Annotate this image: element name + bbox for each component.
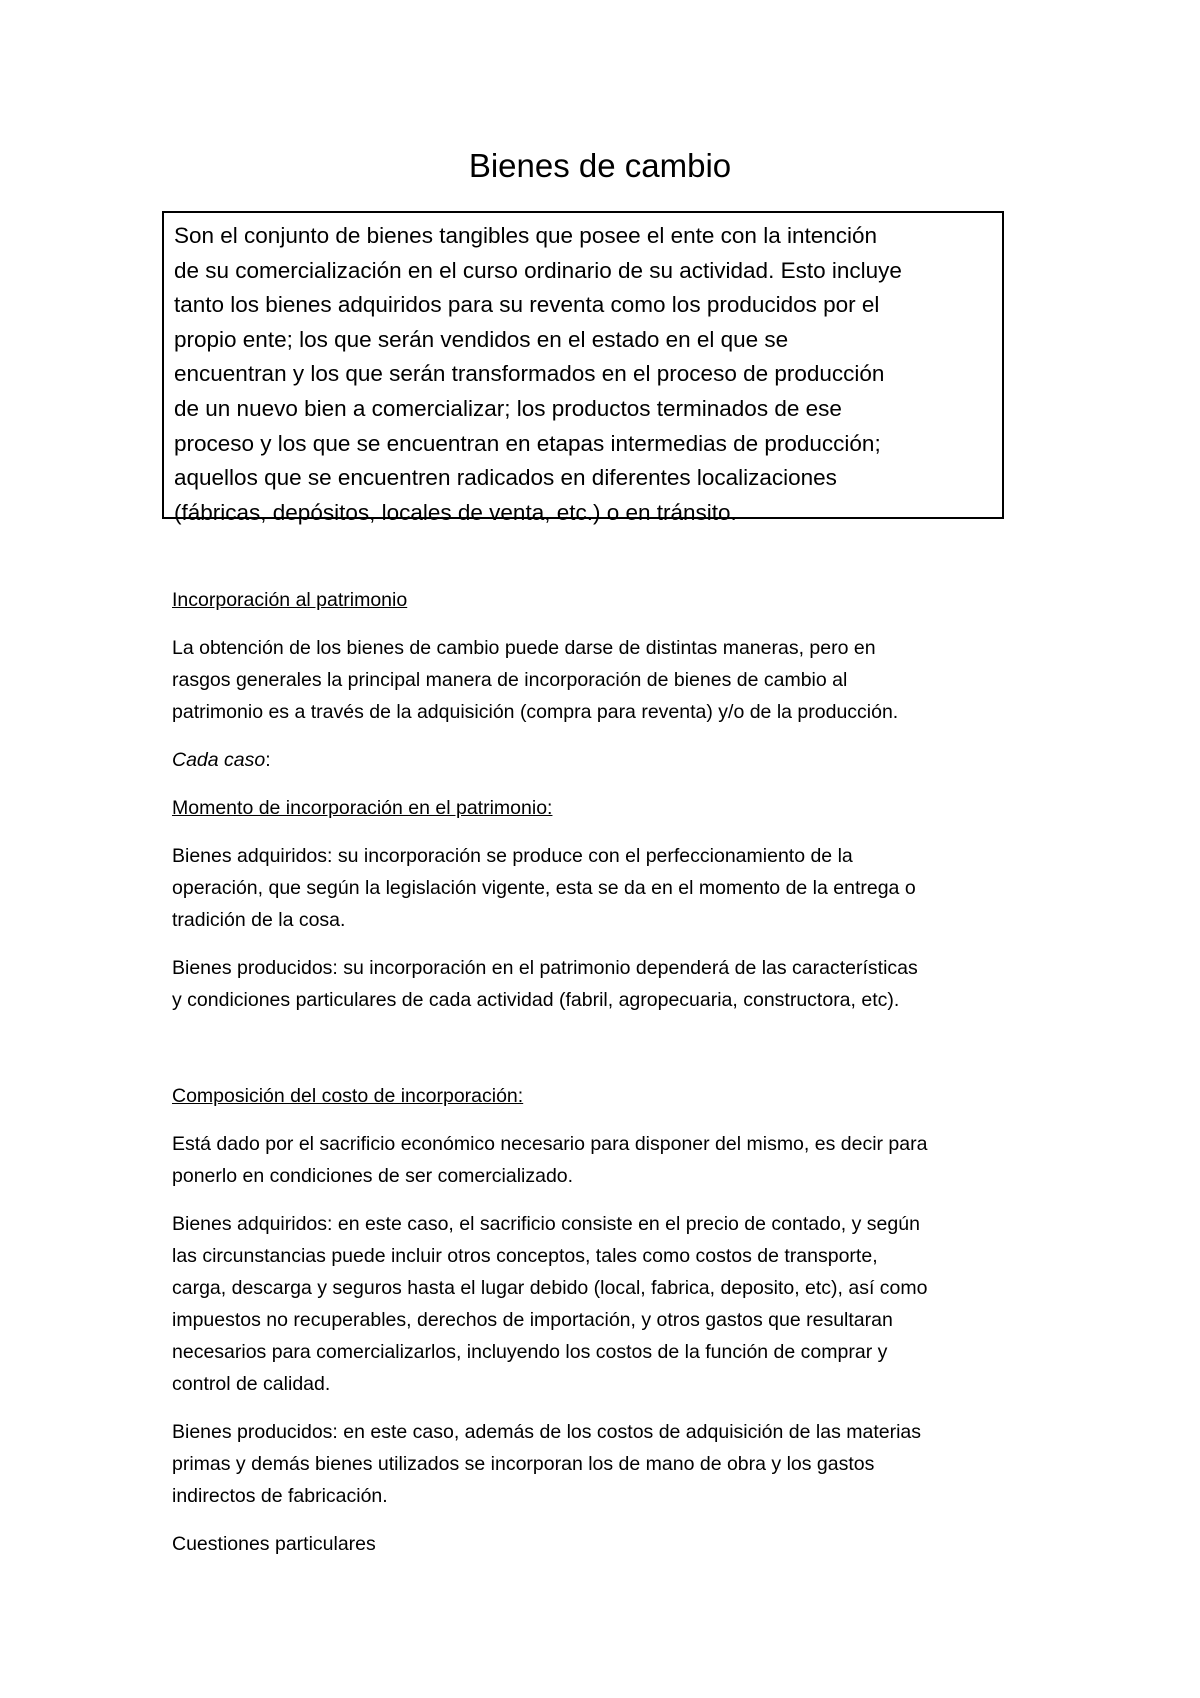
definition-line: proceso y los que se encuentran en etapas intermedias de producción; xyxy=(174,430,881,456)
paragraph-momento-producidos xyxy=(172,952,1032,1016)
paragraph-composicion-adquiridos xyxy=(172,1208,1032,1400)
paragraph-momento-adquiridos xyxy=(172,840,1032,936)
paragraph-composicion-producidos xyxy=(172,1416,1032,1512)
paragraph-line: necesarios para comercializarlos, incluyendo los costos de la función de comprar y xyxy=(172,1341,888,1363)
paragraph-line: Bienes adquiridos: en este caso, el sacrificio consiste en el precio de contado, y según xyxy=(172,1213,920,1235)
cada-caso-colon: : xyxy=(265,749,271,771)
paragraph-line: primas y demás bienes utilizados se incorporan los de mano de obra y los gastos xyxy=(172,1453,875,1475)
paragraph-line: rasgos generales la principal manera de incorporación de bienes de cambio al xyxy=(172,669,848,691)
section-heading-momento xyxy=(172,792,1032,824)
document-title: Bienes de cambio xyxy=(468,147,732,184)
section-heading-composicion xyxy=(172,1080,1032,1112)
paragraph-line: ponerlo en condiciones de ser comercializado. xyxy=(172,1165,574,1187)
paragraph-line: Bienes producidos: en este caso, además de los costos de adquisición de las materias xyxy=(172,1421,922,1443)
definition-box xyxy=(162,211,1004,525)
paragraph-line: carga, descarga y seguros hasta el lugar debido (local, fabrica, deposito, etc), así como xyxy=(172,1277,928,1299)
definition-line: aquellos que se encuentren radicados en diferentes localizaciones xyxy=(174,465,837,491)
definition-line: Son el conjunto de bienes tangibles que posee el ente con la intención xyxy=(174,223,878,248)
paragraph-line: patrimonio es a través de la adquisición (compra para reventa) y/o de la producción. xyxy=(172,701,899,723)
definition-line: encuentran y los que serán transformados en el proceso de producción xyxy=(174,361,885,387)
paragraph-line: indirectos de fabricación. xyxy=(172,1485,388,1507)
section-heading-text: Incorporación al patrimonio xyxy=(172,589,408,611)
paragraph-line: operación, que según la legislación vigente, esta se da en el momento de la entrega o xyxy=(172,877,916,899)
paragraph-line: Bienes producidos: su incorporación en el patrimonio dependerá de las características xyxy=(172,957,918,979)
paragraph-line: La obtención de los bienes de cambio puede darse de distintas maneras, pero en xyxy=(172,637,876,659)
cada-caso-italic: Cada caso xyxy=(172,749,266,771)
section-heading-text: Momento de incorporación en el patrimonio: xyxy=(172,797,553,819)
paragraph-line: Está dado por el sacrificio económico necesario para disponer del mismo, es decir para xyxy=(172,1133,928,1155)
paragraph-line: tradición de la cosa. xyxy=(172,909,346,931)
definition-line: tanto los bienes adquiridos para su reventa como los producidos por el xyxy=(174,292,880,318)
definition-line: (fábricas, depósitos, locales de venta, etc.) o en tránsito. xyxy=(174,499,737,525)
paragraph-line: las circunstancias puede incluir otros conceptos, tales como costos de transporte, xyxy=(172,1245,878,1267)
paragraph-composicion-intro xyxy=(172,1128,1032,1192)
paragraph-obtencion xyxy=(172,632,1032,728)
closing-line: Cuestiones particulares xyxy=(172,1533,376,1555)
cada-caso-line xyxy=(172,744,1032,776)
section-heading-incorporacion xyxy=(172,584,1032,616)
paragraph-line: impuestos no recuperables, derechos de importación, y otros gastos que resultaran xyxy=(172,1309,893,1331)
definition-line: de su comercialización en el curso ordinario de su actividad. Esto incluye xyxy=(174,257,902,283)
paragraph-line: Bienes adquiridos: su incorporación se produce con el perfeccionamiento de la xyxy=(172,845,853,867)
cada-caso-label xyxy=(172,744,1032,776)
paragraph-line: y condiciones particulares de cada actividad (fabril, agropecuaria, constructora, etc). xyxy=(172,989,900,1011)
definition-line: de un nuevo bien a comercializar; los productos terminados de ese xyxy=(174,395,842,421)
section-heading-text: Composición del costo de incorporación: xyxy=(172,1085,524,1107)
paragraph-line: control de calidad. xyxy=(172,1373,331,1395)
cuestiones-particulares xyxy=(172,1528,1032,1560)
definition-line: propio ente; los que serán vendidos en el estado en el que se xyxy=(174,326,789,352)
